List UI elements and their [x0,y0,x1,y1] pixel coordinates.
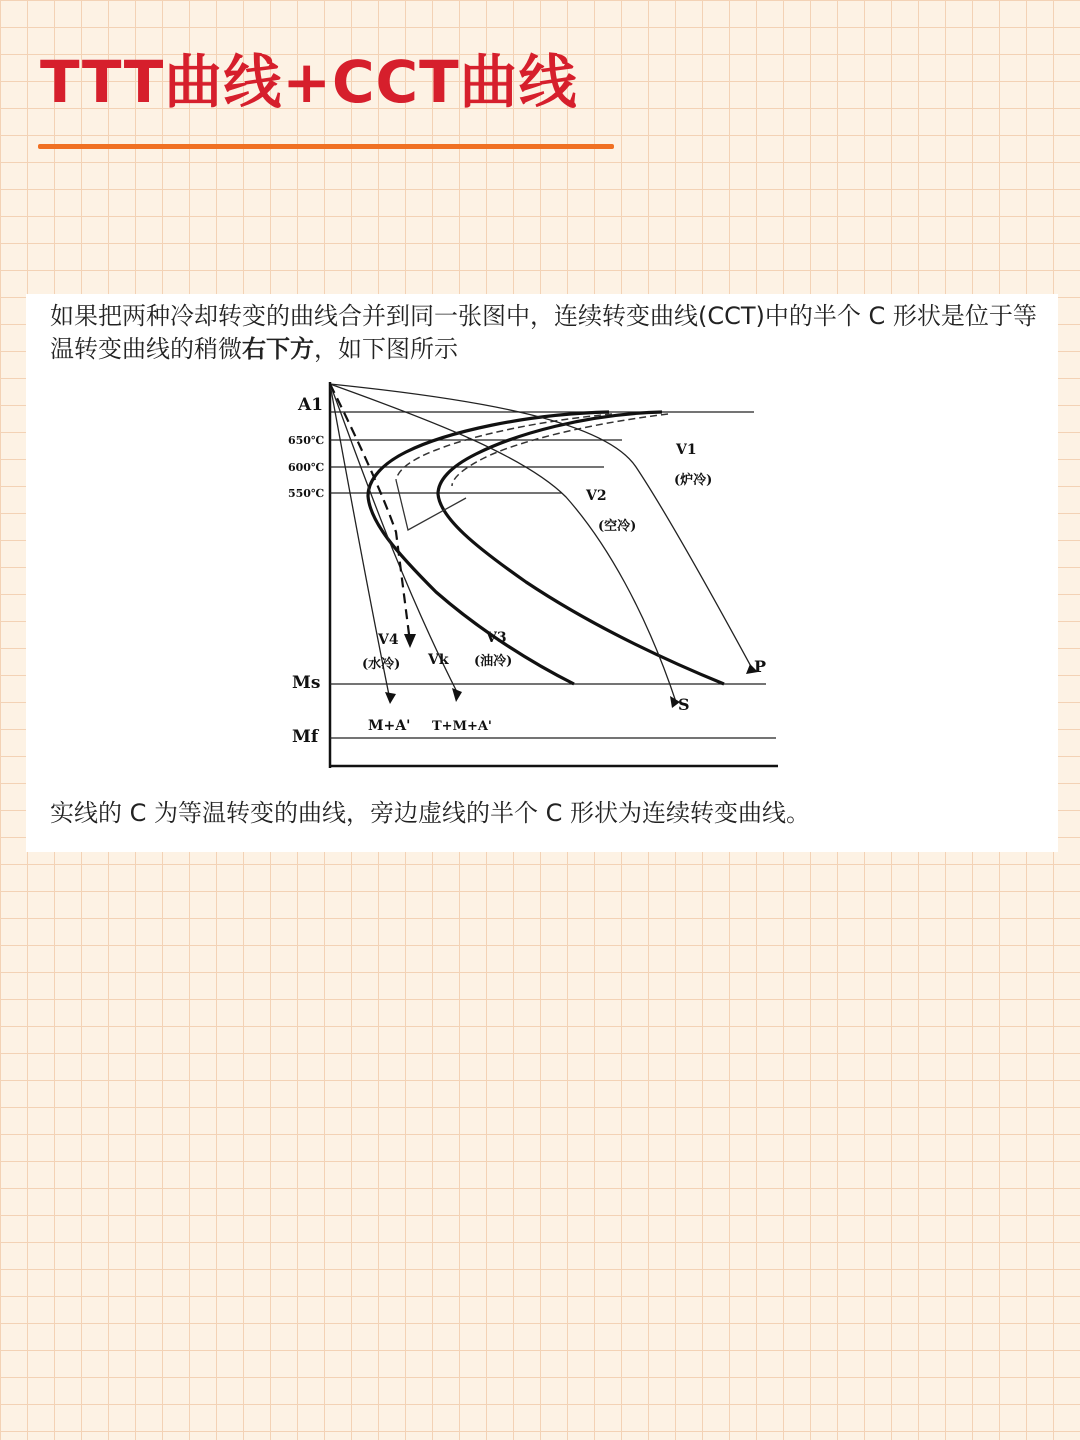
caption: 实线的 C 为等温转变的曲线，旁边虚线的半个 C 形状为连续转变曲线。 [50,799,811,827]
arrow-v3 [452,688,462,702]
label-tma: T+M+A' [432,719,492,734]
title-underline [38,144,614,149]
label-mf: Mf [292,727,319,747]
cct-bottom-curve [396,480,466,530]
label-v2: V2 [586,488,607,504]
label-550: 550℃ [288,487,325,500]
label-v4: V4 [378,632,399,648]
label-v3: V3 [486,630,507,646]
page-title: TTT曲线+CCT曲线 [40,48,578,116]
label-600: 600℃ [288,461,325,474]
label-ms: Ms [292,673,321,693]
intro-emphasis: 右下方 [242,335,314,363]
label-p: P [754,657,767,676]
label-ma: M+A' [368,718,411,734]
label-s: S [678,695,690,714]
intro-text-part1: 如果把两种冷却转变的曲线合并到同一张图中，连续转变曲线(CCT)中的半个 C 形状是位于等温转变曲线的稍微 [50,302,1037,363]
label-v1-medium: (炉冷) [674,473,713,488]
label-vk: Vk [428,652,449,668]
label-a1: A1 [298,395,324,415]
curve-v1 [330,384,754,672]
label-v1: V1 [676,442,697,458]
label-v3-medium: (油冷) [474,654,513,669]
curve-v4 [330,384,390,700]
ttt-cct-diagram [286,372,806,772]
label-v2-medium: (空冷) [598,519,637,534]
intro-paragraph [50,300,1040,366]
arrow-vk [404,634,416,648]
label-v4-medium: (水冷) [362,657,401,672]
arrow-v4 [385,692,396,704]
content-card [26,294,1058,852]
label-650: 650℃ [288,434,325,447]
intro-text-part2: ，如下图所示 [314,335,458,363]
curve-vk [330,384,410,642]
